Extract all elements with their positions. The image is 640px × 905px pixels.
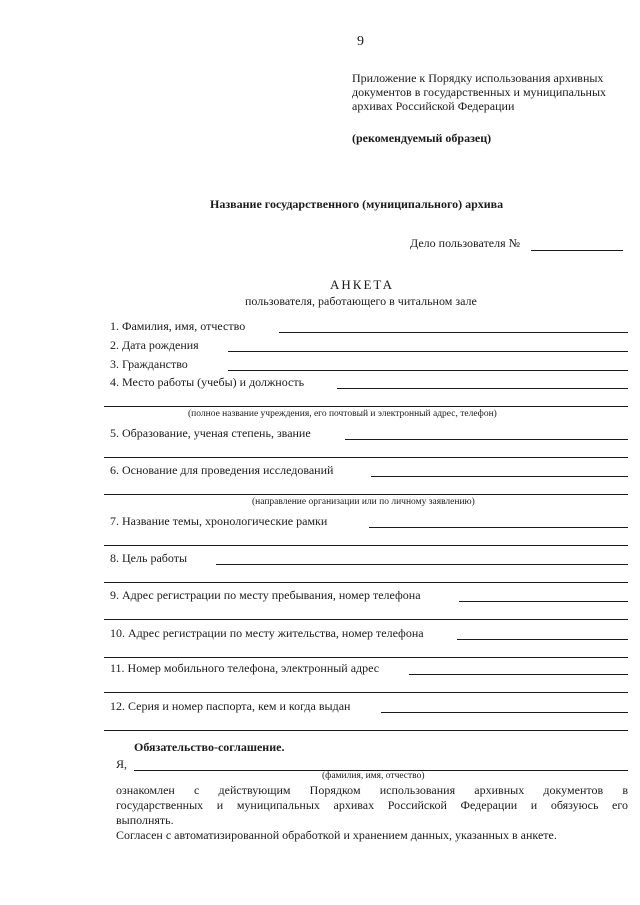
field-education-line[interactable]	[345, 439, 628, 440]
field-purpose-line-2[interactable]	[104, 582, 628, 583]
field-research-basis-hint: (направление организации или по личному заявлению)	[252, 497, 475, 507]
field-passport-line[interactable]	[381, 712, 628, 713]
archive-name: Название государственного (муниципального) архива	[210, 197, 504, 211]
field-passport-label: 12. Серия и номер паспорта, кем и когда выдан	[110, 699, 351, 713]
obligation-heading: Обязательство-соглашение.	[134, 740, 285, 754]
field-topic-line-2[interactable]	[104, 545, 628, 546]
obligation-ya: Я,	[116, 757, 128, 771]
field-permanent-address-line-2[interactable]	[104, 657, 628, 658]
field-temp-address-line-2[interactable]	[104, 619, 628, 620]
obligation-text-line-3: выполнять.	[116, 813, 174, 827]
field-permanent-address-label: 10. Адрес регистрации по месту жительства, номер телефона	[110, 626, 424, 640]
appendix-line-2: документов в государственных и муниципальных	[352, 85, 607, 99]
field-permanent-address-line[interactable]	[457, 639, 628, 640]
form-title: АНКЕТА	[330, 277, 395, 292]
field-contacts-label: 11. Номер мобильного телефона, электронный адрес	[110, 661, 380, 675]
field-birth-date-line[interactable]	[228, 351, 628, 352]
obligation-consent: Согласен с автоматизированной обработкой и хранением данных, указанных в анкете.	[116, 828, 557, 842]
field-workplace-line-2[interactable]	[104, 406, 628, 407]
field-full-name-label: 1. Фамилия, имя, отчество	[110, 319, 246, 333]
field-contacts-line[interactable]	[409, 674, 628, 675]
field-workplace-line[interactable]	[337, 388, 628, 389]
field-education-label: 5. Образование, ученая степень, звание	[110, 426, 311, 440]
appendix-line-3: архивах Российской Федерации	[352, 99, 515, 113]
obligation-name-hint: (фамилия, имя, отчество)	[322, 771, 425, 781]
field-topic-label: 7. Название темы, хронологические рамки	[110, 514, 328, 528]
field-research-basis-line-2[interactable]	[104, 494, 628, 495]
field-topic-line[interactable]	[369, 527, 628, 528]
field-education-line-2[interactable]	[104, 457, 628, 458]
appendix-line-1: Приложение к Порядку использования архивных	[352, 71, 604, 85]
recommended-sample: (рекомендуемый образец)	[352, 131, 492, 145]
field-contacts-line-2[interactable]	[104, 692, 628, 693]
field-citizenship-label: 3. Гражданство	[110, 357, 188, 371]
field-research-basis-label: 6. Основание для проведения исследований	[110, 463, 334, 477]
case-label: Дело пользователя №	[410, 236, 521, 250]
form-subtitle: пользователя, работающего в читальном зале	[245, 294, 477, 308]
field-temp-address-label: 9. Адрес регистрации по месту пребывания, номер телефона	[110, 588, 421, 602]
field-birth-date-label: 2. Дата рождения	[110, 338, 199, 352]
field-purpose-line[interactable]	[216, 564, 628, 565]
field-citizenship-line[interactable]	[228, 370, 628, 371]
field-workplace-label: 4. Место работы (учебы) и должность	[110, 375, 305, 389]
field-temp-address-line[interactable]	[459, 601, 628, 602]
case-number-field[interactable]	[531, 250, 623, 251]
field-research-basis-line[interactable]	[371, 476, 628, 477]
field-workplace-hint: (полное название учреждения, его почтовый и электронный адрес, телефон)	[188, 409, 497, 419]
field-purpose-label: 8. Цель работы	[110, 551, 188, 565]
page-number: 9	[357, 34, 364, 49]
obligation-text-line-1: ознакомлен с действующим Порядком использования архивных документов в	[116, 783, 628, 797]
field-full-name-line[interactable]	[279, 332, 628, 333]
field-passport-line-2[interactable]	[104, 730, 628, 731]
obligation-text-line-2: государственных и муниципальных архивах Российской Федерации и обязуюсь его	[116, 798, 628, 812]
